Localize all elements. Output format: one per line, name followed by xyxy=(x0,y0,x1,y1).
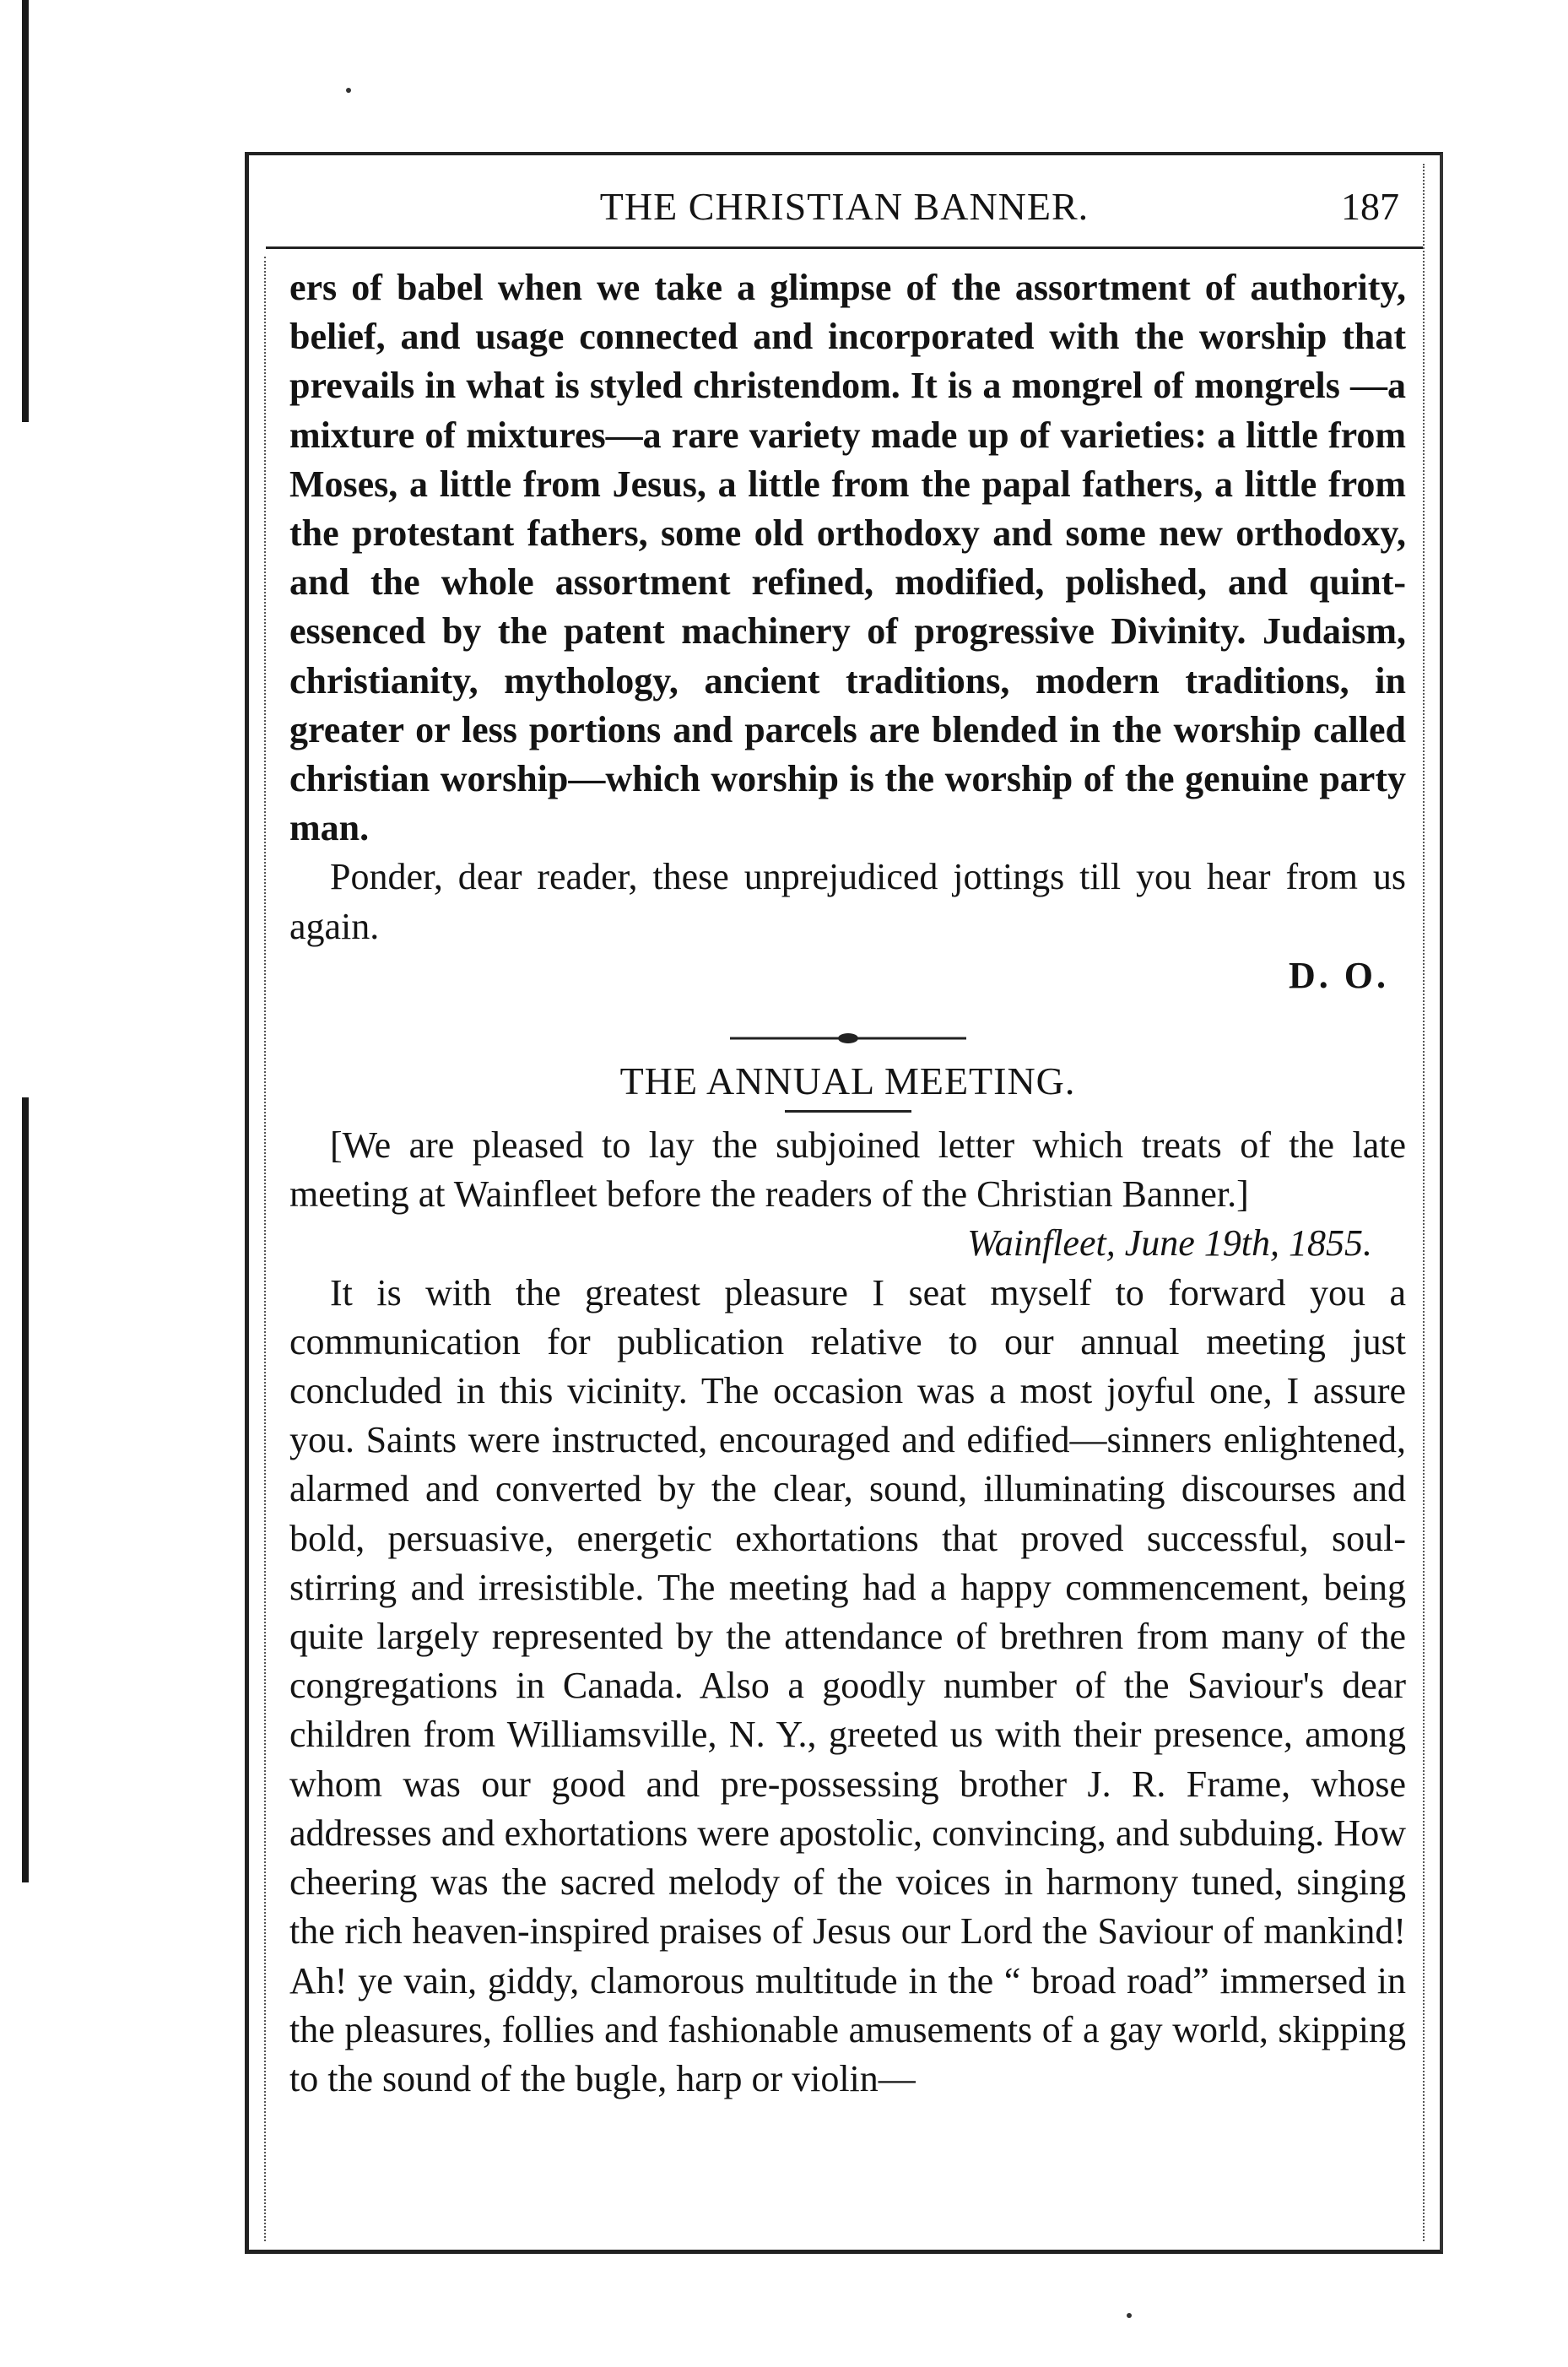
frame-inner-rule-left xyxy=(264,257,266,2241)
article-paragraph: Ponder, dear reader, these unprejudiced jottings till you hear from us again. xyxy=(289,856,1406,947)
running-head xyxy=(266,165,1423,249)
running-title: THE CHRISTIAN BANNER. xyxy=(599,185,1089,228)
author-signature: D. O. xyxy=(1289,954,1389,996)
article-paragraph: ers of babel when we take a glimpse of the assortment of authority, belief, and usage connected and incorporated with the worship that prevails in what is styled christendom. It is a mongrel of mongrels —a mixture of mixtures—a rare variety made up of varieties: a little from Moses, a little from Jesus, a little from the papal fathers, a little from the protestant fathers, some old orthodoxy and some new orthodoxy, and the whole assortment refined, modified, polished, and quint-essenced by the patent machinery of progressive Divinity. Judaism, christianity, mythology, ancient traditions, modern traditions, in greater or less portions and parcels are blended in the worship called christian worship—which worship is the worship of the genuine party man. xyxy=(289,267,1406,849)
page-number: 187 xyxy=(1341,185,1399,228)
text-column xyxy=(289,263,1406,2104)
title-underline xyxy=(785,1110,911,1113)
page-frame xyxy=(245,152,1443,2254)
binding-mark-bottom xyxy=(22,1097,29,1882)
section-title: THE ANNUAL MEETING. xyxy=(619,1059,1076,1103)
stray-dot xyxy=(346,88,351,93)
letter-dateline: Wainfleet, June 19th, 1855. xyxy=(967,1222,1372,1265)
letter-paragraph: It is with the greatest pleasure I seat myself to forward you a communication for publication relative to our annual meeting just concluded in this vicinity. The occasion was a most joyful one, I assure you. Saints were instructed, encouraged and edified—sinners enlightened, alarmed and converted by the clear, sound, illuminating discourses and bold, persuasive, energetic exhortations that proved successful, soul-stirring and irresistible. The meeting had a happy commencement, being quite largely represented by the attendance of brethren from many of the congregations in Canada. Also a goodly number of the Saviour's dear children from Williamsville, N. Y., greeted us with their presence, among whom was our good and pre-possessing brother J. R. Frame, whose addresses and exhortations were apostolic, convincing, and subduing. How cheering was the sacred melody of the voices in harmony tuned, singing the rich heaven-inspired praises of Jesus our Lord the Saviour of mankind! Ah! ye vain, giddy, clamorous multitude in the “ broad road” immersed in the pleasures, follies and fashionable amusements of a gay world, skipping to the sound of the bugle, harp or violin— xyxy=(289,1271,1406,2099)
binding-mark-top xyxy=(22,0,29,422)
stray-dot xyxy=(1127,2313,1132,2318)
editorial-intro: [We are pleased to lay the subjoined letter which treats of the late meeting at Wainfleet before the readers of the Christian Banner.] xyxy=(289,1124,1406,1216)
frame-inner-rule-right xyxy=(1423,164,1425,2241)
section-divider-ornament xyxy=(722,1026,975,1051)
